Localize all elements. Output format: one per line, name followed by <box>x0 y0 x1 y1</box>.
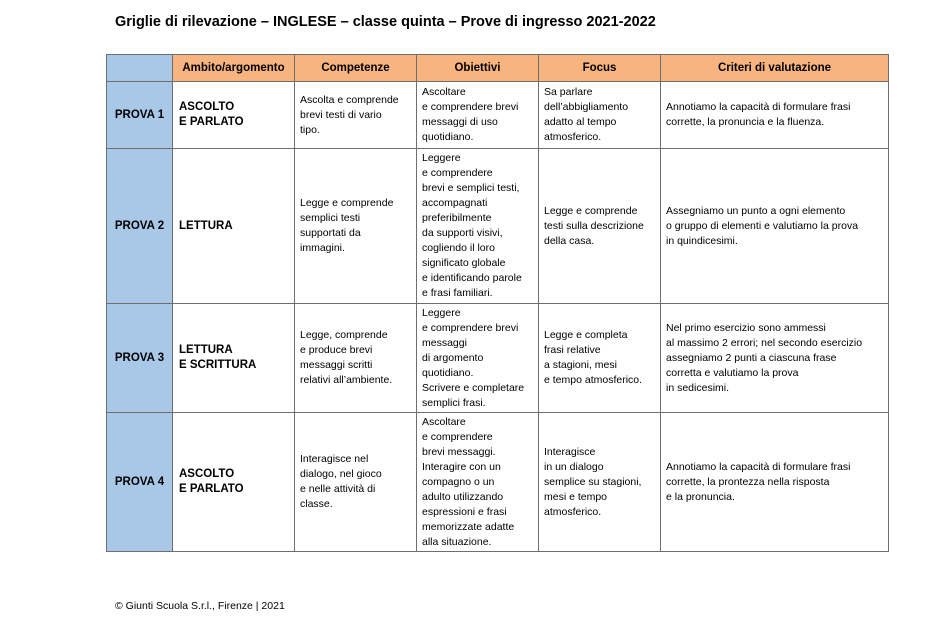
focus-cell: Interagisce in un dialogo semplice su stagioni, mesi e tempo atmosferico. <box>539 413 661 552</box>
prova-label: PROVA 4 <box>107 413 173 552</box>
ambito-cell: LETTURA E SCRITTURA <box>173 304 295 413</box>
copyright-footer: © Giunti Scuola S.r.l., Firenze | 2021 <box>115 600 285 612</box>
criteri-cell: Assegniamo un punto a ogni elemento o gruppo di elementi e valutiamo la prova in quindicesimi. <box>661 149 889 304</box>
table-row <box>107 304 889 413</box>
header-corner-cell <box>107 55 173 82</box>
table-row <box>107 82 889 149</box>
evaluation-grid-table <box>106 54 889 552</box>
prova-label: PROVA 1 <box>107 82 173 149</box>
header-criteri: Criteri di valutazione <box>661 55 889 82</box>
header-competenze: Competenze <box>295 55 417 82</box>
focus-cell: Sa parlare dell’abbigliamento adatto al tempo atmosferico. <box>539 82 661 149</box>
header-focus: Focus <box>539 55 661 82</box>
competenze-cell: Ascolta e comprende brevi testi di vario tipo. <box>295 82 417 149</box>
prova-label: PROVA 2 <box>107 149 173 304</box>
page-title: Griglie di rilevazione – INGLESE – classe quinta – Prove di ingresso 2021-2022 <box>115 14 656 30</box>
header-ambito: Ambito/argomento <box>173 55 295 82</box>
focus-cell: Legge e comprende testi sulla descrizione della casa. <box>539 149 661 304</box>
obiettivi-cell: Ascoltare e comprendere brevi messaggi. Interagire con un compagno o un adulto utilizzando espressioni e frasi memorizzate adatte alla situazione. <box>417 413 539 552</box>
criteri-cell: Annotiamo la capacità di formulare frasi corrette, la pronuncia e la fluenza. <box>661 82 889 149</box>
obiettivi-cell: Leggere e comprendere brevi e semplici testi, accompagnati preferibilmente da supporti visivi, cogliendo il loro significato globale e identificando parole e frasi familiari. <box>417 149 539 304</box>
competenze-cell: Legge, comprende e produce brevi messaggi scritti relativi all’ambiente. <box>295 304 417 413</box>
focus-cell: Legge e completa frasi relative a stagioni, mesi e tempo atmosferico. <box>539 304 661 413</box>
competenze-cell: Legge e comprende semplici testi supportati da immagini. <box>295 149 417 304</box>
obiettivi-cell: Leggere e comprendere brevi messaggi di argomento quotidiano. Scrivere e completare semplici frasi. <box>417 304 539 413</box>
criteri-cell: Nel primo esercizio sono ammessi al massimo 2 errori; nel secondo esercizio assegniamo 2 punti a ciascuna frase corretta e valutiamo la prova in sedicesimi. <box>661 304 889 413</box>
ambito-cell: ASCOLTO E PARLATO <box>173 413 295 552</box>
header-obiettivi: Obiettivi <box>417 55 539 82</box>
obiettivi-cell: Ascoltare e comprendere brevi messaggi di uso quotidiano. <box>417 82 539 149</box>
table-row <box>107 149 889 304</box>
ambito-cell: LETTURA <box>173 149 295 304</box>
table-row <box>107 413 889 552</box>
competenze-cell: Interagisce nel dialogo, nel gioco e nelle attività di classe. <box>295 413 417 552</box>
criteri-cell: Annotiamo la capacità di formulare frasi corrette, la prontezza nella risposta e la pronuncia. <box>661 413 889 552</box>
prova-label: PROVA 3 <box>107 304 173 413</box>
header-row <box>107 55 889 82</box>
ambito-cell: ASCOLTO E PARLATO <box>173 82 295 149</box>
